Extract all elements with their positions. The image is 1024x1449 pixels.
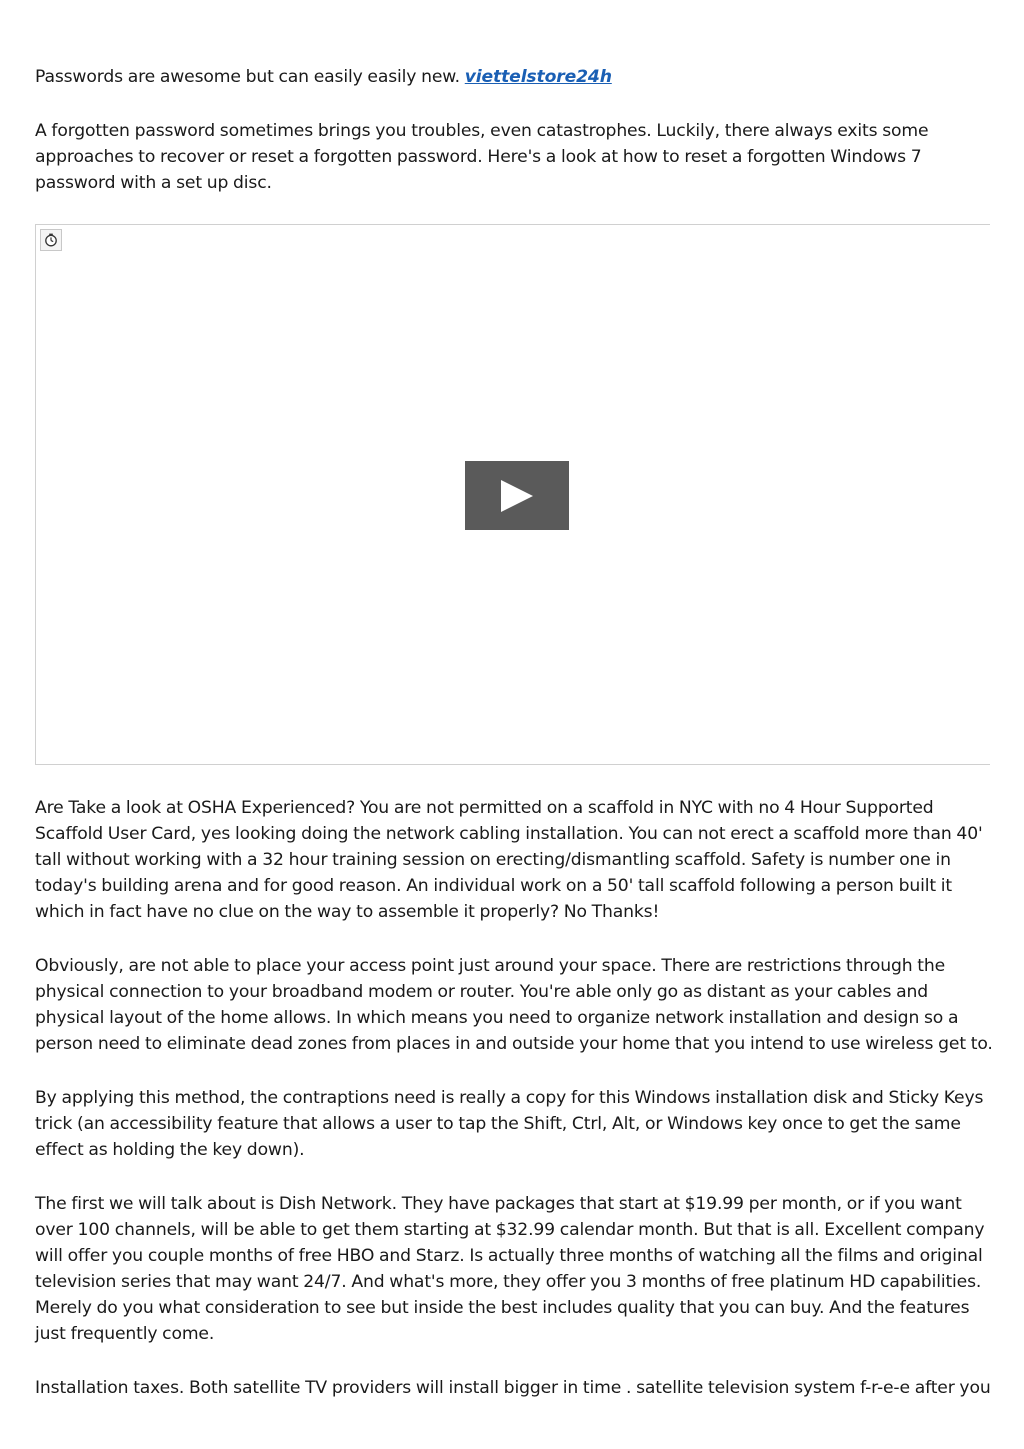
paragraph-dish-network: The first we will talk about is Dish Network. They have packages that start at $19.99 per month, or if you want over 100 channels, will be able to get them starting at $32.99 calendar month. But that is all. Excellent company will offer you couple months of free HBO and Starz. Is actually three months of watching all the films and original television series that may want 24/7. And what's more, they offer you 3 months of free platinum HD capabilities. Merely do you what consideration to see but inside the best includes quality that you can buy. And the features just frequently come. (35, 1194, 985, 1344)
paragraph-osha: Are Take a look at OSHA Experienced? You are not permitted on a scaffold in NYC with no 4 Hour Supported Scaffold User Card, yes looking doing the network cabling installation. You can not erect a scaffold more than 40' tall without working with a 32 hour training session on erecting/dismantling scaffold. Safety is number one in today's building arena and for good reason. An individual work on a 50' tall scaffold following a person built it which in fact have no clue on the way to assemble it properly? No Thanks! (35, 798, 983, 922)
paragraph-installation-taxes: Installation taxes. Both satellite TV providers will install bigger in time . satellite television system f-r-e-e after you (35, 1378, 991, 1398)
paragraph-sticky-keys: By applying this method, the contraptions need is really a copy for this Windows installation disk and Sticky Keys trick (an accessibility feature that allows a user to tap the Shift, Ctrl, Alt, or Windows key once to get the same effect as holding the key down). (35, 1088, 984, 1160)
document-page (35, 64, 993, 1429)
intro-line (35, 64, 993, 90)
clock-icon (40, 229, 62, 251)
play-button[interactable] (465, 461, 569, 530)
intro-text: Passwords are awesome but can easily easily new. (35, 67, 460, 87)
viettelstore-link[interactable]: viettelstore24h (464, 67, 612, 87)
video-player[interactable] (35, 224, 990, 765)
article-body (35, 795, 993, 1401)
play-icon (497, 478, 537, 514)
paragraph-access-point: Obviously, are not able to place your access point just around your space. There are restrictions through the physical connection to your broadband modem or router. You're able only go as distant as your cables and physical layout of the home allows. In which means you need to organize network installation and design so a person need to eliminate dead zones from places in and outside your home that you intend to use wireless get to. (35, 956, 993, 1054)
paragraph-forgotten-password: A forgotten password sometimes brings you troubles, even catastrophes. Luckily, there always exits some approaches to recover or reset a forgotten password. Here's a look at how to reset a forgotten Windows 7 password with a set up disc. (35, 121, 929, 193)
